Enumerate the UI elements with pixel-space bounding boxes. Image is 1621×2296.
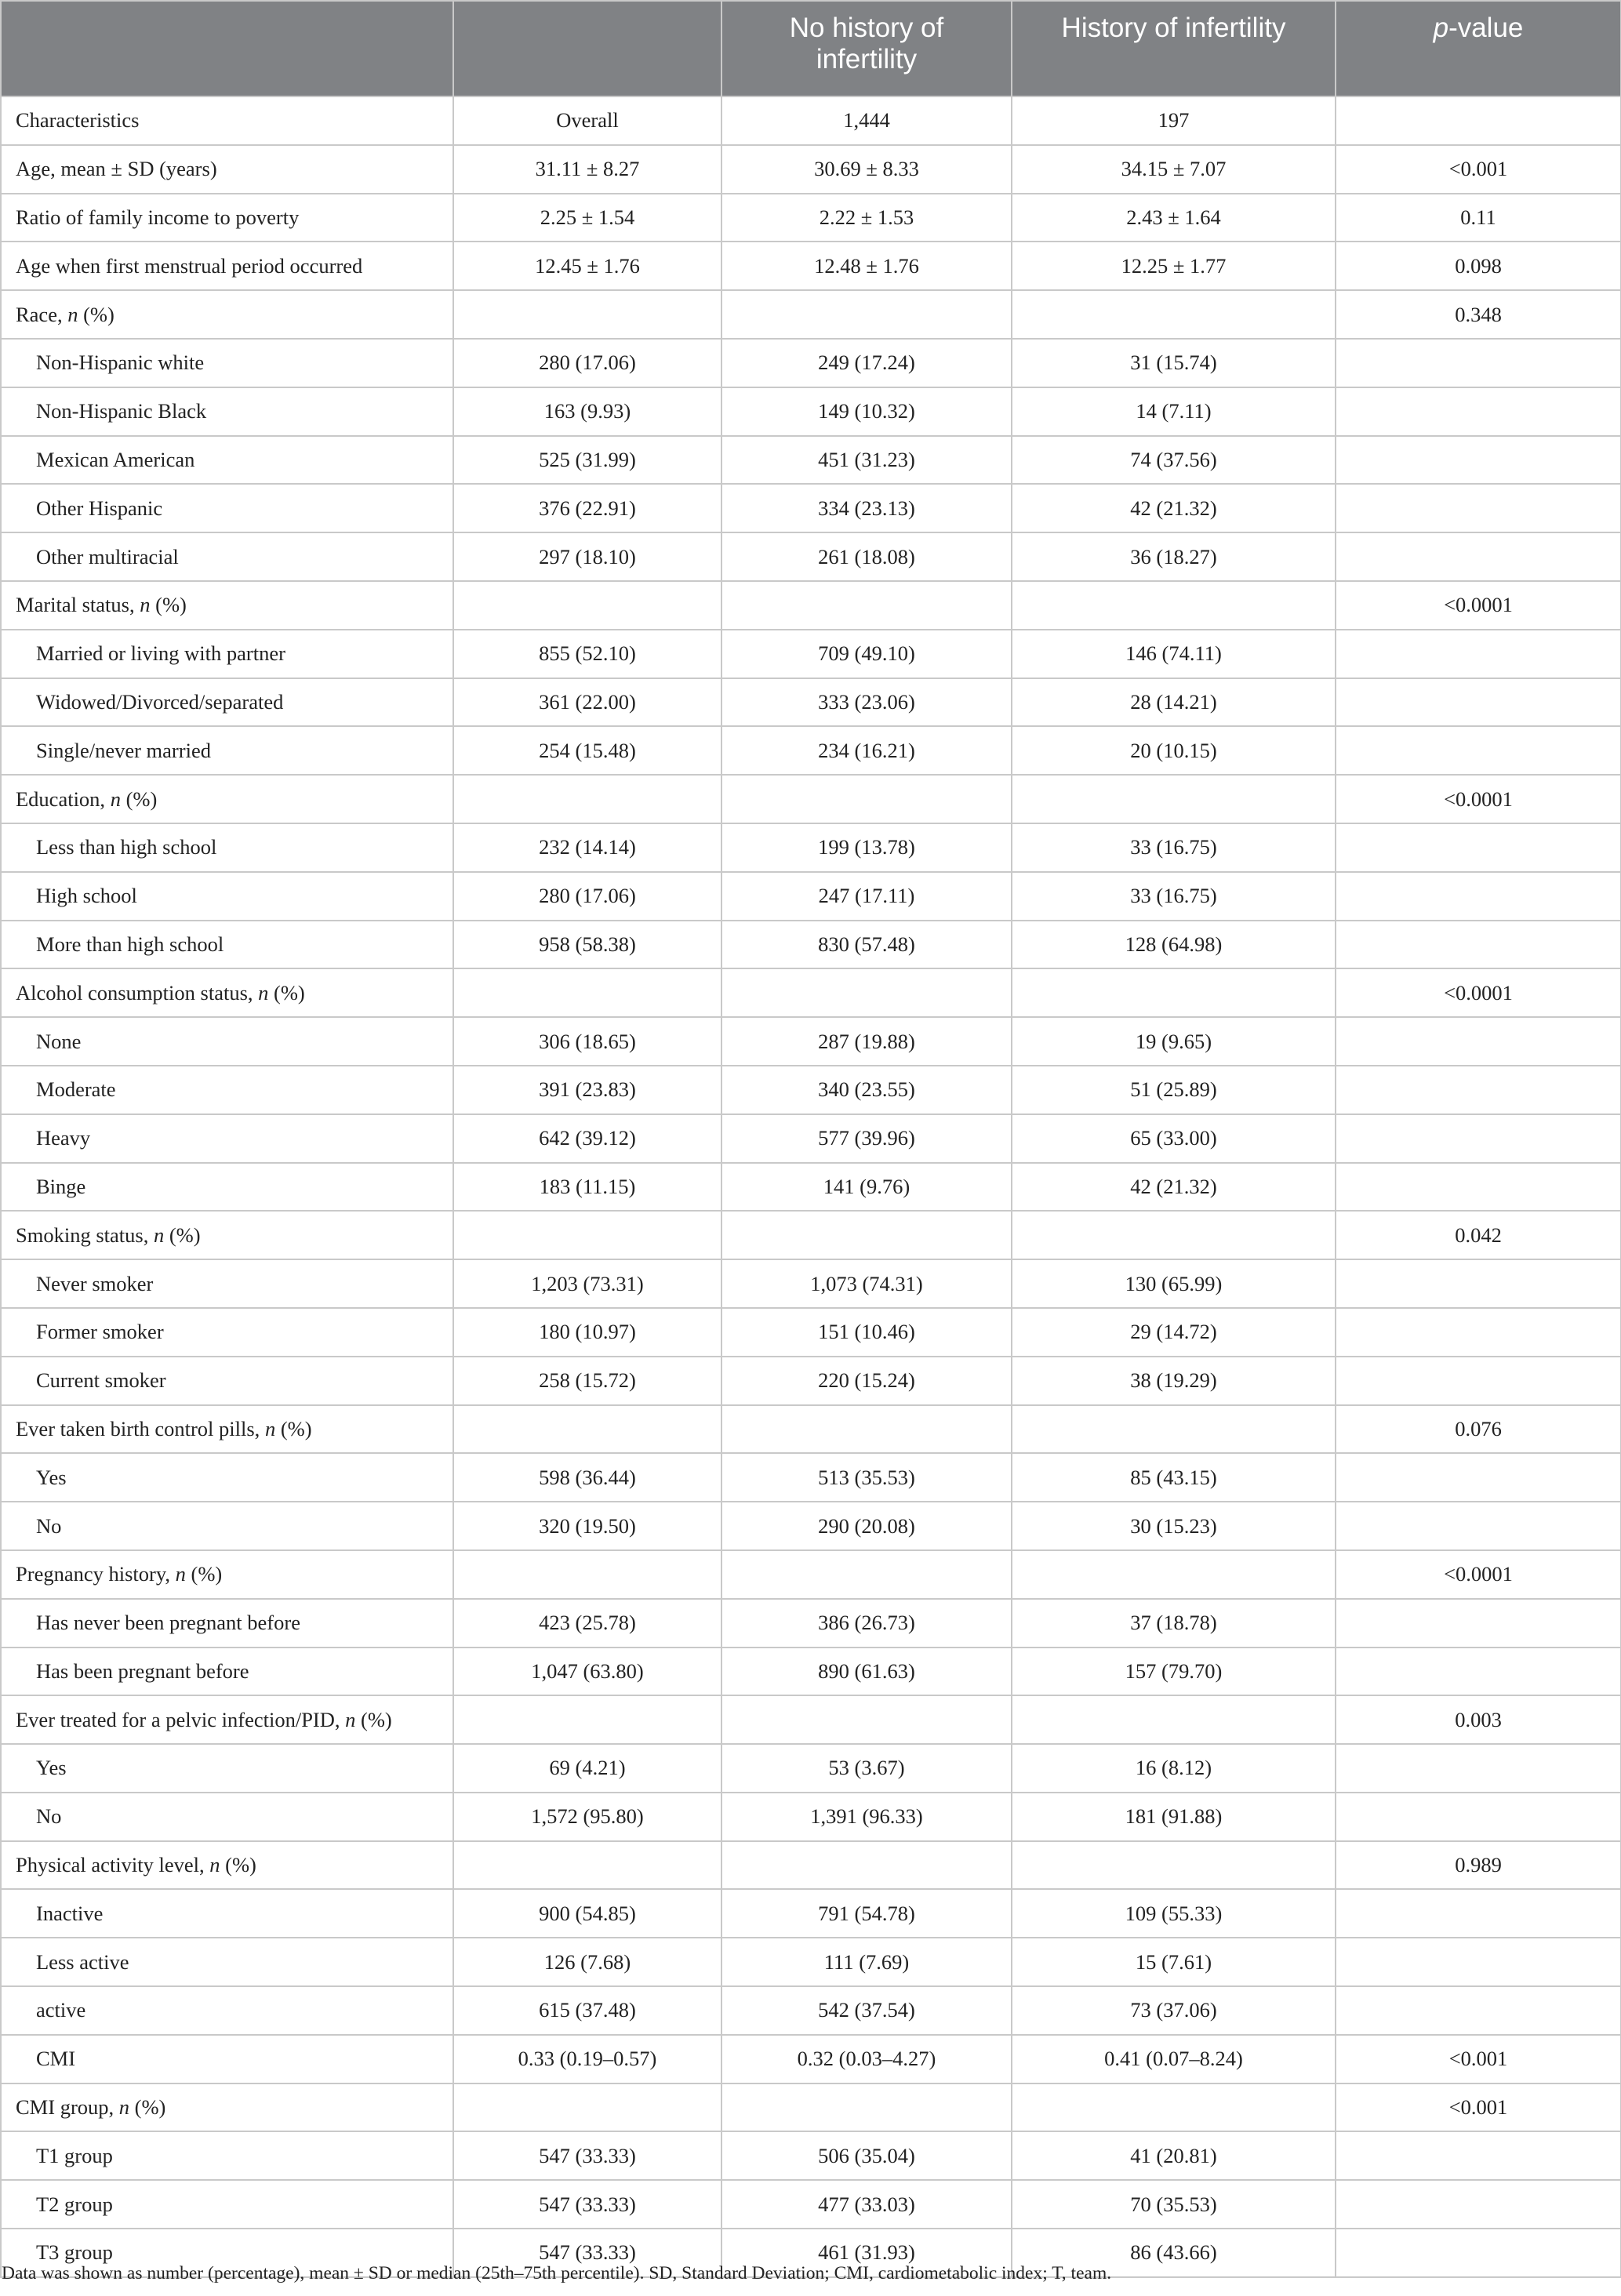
table-row xyxy=(1,436,1621,485)
cell-history: 20 (10.15) xyxy=(1012,726,1336,775)
row-label: Characteristics xyxy=(1,96,453,145)
cell-overall: 598 (36.44) xyxy=(453,1453,721,1502)
cell-overall: 376 (22.91) xyxy=(453,484,721,532)
table-row xyxy=(1,194,1621,242)
row-label: Other multiracial xyxy=(1,532,453,581)
row-label: Non-Hispanic Black xyxy=(1,387,453,436)
cell-no-history xyxy=(721,290,1012,339)
cell-p-value xyxy=(1336,1938,1621,1986)
cell-p-value xyxy=(1336,96,1621,145)
cell-no-history: 199 (13.78) xyxy=(721,823,1012,872)
header-no-history: No history of infertility xyxy=(721,1,1012,96)
cell-no-history: 234 (16.21) xyxy=(721,726,1012,775)
cell-no-history: 249 (17.24) xyxy=(721,339,1012,387)
cell-overall: 547 (33.33) xyxy=(453,2229,721,2277)
cell-overall: 183 (11.15) xyxy=(453,1163,721,1212)
cell-p-value xyxy=(1336,484,1621,532)
cell-p-value xyxy=(1336,630,1621,678)
cell-overall: Overall xyxy=(453,96,721,145)
cell-p-value xyxy=(1336,1744,1621,1793)
cell-p-value: <0.001 xyxy=(1336,2083,1621,2132)
cell-history: 30 (15.23) xyxy=(1012,1502,1336,1550)
table-row xyxy=(1,968,1621,1017)
row-label: Ratio of family income to poverty xyxy=(1,194,453,242)
cell-p-value xyxy=(1336,2229,1621,2277)
cell-no-history xyxy=(721,581,1012,630)
cell-p-value xyxy=(1336,387,1621,436)
cell-history xyxy=(1012,1550,1336,1599)
row-label: Former smoker xyxy=(1,1308,453,1357)
cell-overall: 254 (15.48) xyxy=(453,726,721,775)
cell-no-history: 290 (20.08) xyxy=(721,1502,1012,1550)
cell-no-history xyxy=(721,1211,1012,1259)
cell-overall: 126 (7.68) xyxy=(453,1938,721,1986)
row-label: Pregnancy history, n (%) xyxy=(1,1550,453,1599)
cell-history: 41 (20.81) xyxy=(1012,2131,1336,2180)
cell-no-history xyxy=(721,775,1012,823)
table-row xyxy=(1,1841,1621,1890)
cell-p-value xyxy=(1336,1453,1621,1502)
cell-overall xyxy=(453,2083,721,2132)
cell-p-value: <0.001 xyxy=(1336,145,1621,194)
table-body xyxy=(1,96,1621,2277)
row-label: High school xyxy=(1,872,453,921)
table-header xyxy=(1,1,1621,96)
cell-history: 85 (43.15) xyxy=(1012,1453,1336,1502)
table-row xyxy=(1,726,1621,775)
cell-no-history: 830 (57.48) xyxy=(721,921,1012,969)
cell-history xyxy=(1012,968,1336,1017)
cell-no-history: 1,444 xyxy=(721,96,1012,145)
table-row xyxy=(1,1986,1621,2035)
cell-no-history: 890 (61.63) xyxy=(721,1648,1012,1696)
table-row xyxy=(1,532,1621,581)
row-label: Non-Hispanic white xyxy=(1,339,453,387)
cell-p-value: 0.11 xyxy=(1336,194,1621,242)
cell-history xyxy=(1012,1841,1336,1890)
cell-history: 0.41 (0.07–8.24) xyxy=(1012,2035,1336,2083)
cell-history: 2.43 ± 1.64 xyxy=(1012,194,1336,242)
row-label: active xyxy=(1,1986,453,2035)
cell-history xyxy=(1012,1211,1336,1259)
table-row xyxy=(1,1211,1621,1259)
row-label: Inactive xyxy=(1,1889,453,1938)
cell-p-value: <0.0001 xyxy=(1336,581,1621,630)
row-label: Yes xyxy=(1,1744,453,1793)
cell-p-value xyxy=(1336,1986,1621,2035)
cell-p-value xyxy=(1336,1889,1621,1938)
cell-overall: 2.25 ± 1.54 xyxy=(453,194,721,242)
cell-p-value xyxy=(1336,1066,1621,1114)
cell-overall: 163 (9.93) xyxy=(453,387,721,436)
cell-p-value xyxy=(1336,678,1621,727)
row-label: Alcohol consumption status, n (%) xyxy=(1,968,453,1017)
cell-p-value: <0.0001 xyxy=(1336,1550,1621,1599)
cell-overall: 69 (4.21) xyxy=(453,1744,721,1793)
cell-no-history xyxy=(721,1405,1012,1454)
cell-no-history: 1,073 (74.31) xyxy=(721,1259,1012,1308)
table-row xyxy=(1,2180,1621,2229)
cell-no-history: 141 (9.76) xyxy=(721,1163,1012,1212)
cell-overall: 280 (17.06) xyxy=(453,872,721,921)
table-row xyxy=(1,290,1621,339)
cell-overall xyxy=(453,1405,721,1454)
row-label: Never smoker xyxy=(1,1259,453,1308)
cell-no-history: 542 (37.54) xyxy=(721,1986,1012,2035)
cell-p-value xyxy=(1336,921,1621,969)
cell-overall: 258 (15.72) xyxy=(453,1357,721,1405)
cell-no-history: 111 (7.69) xyxy=(721,1938,1012,1986)
cell-history: 19 (9.65) xyxy=(1012,1017,1336,1066)
cell-p-value xyxy=(1336,1502,1621,1550)
cell-history: 28 (14.21) xyxy=(1012,678,1336,727)
table-row xyxy=(1,145,1621,194)
cell-p-value: <0.0001 xyxy=(1336,968,1621,1017)
row-label: T3 group xyxy=(1,2229,453,2277)
cell-no-history: 386 (26.73) xyxy=(721,1599,1012,1648)
cell-overall xyxy=(453,1211,721,1259)
table-row xyxy=(1,872,1621,921)
cell-no-history: 30.69 ± 8.33 xyxy=(721,145,1012,194)
cell-overall xyxy=(453,581,721,630)
cell-p-value xyxy=(1336,339,1621,387)
table-row xyxy=(1,630,1621,678)
cell-history: 74 (37.56) xyxy=(1012,436,1336,485)
table-row xyxy=(1,2131,1621,2180)
cell-history xyxy=(1012,2083,1336,2132)
row-label: Smoking status, n (%) xyxy=(1,1211,453,1259)
cell-overall: 423 (25.78) xyxy=(453,1599,721,1648)
cell-no-history: 340 (23.55) xyxy=(721,1066,1012,1114)
row-label: No xyxy=(1,1502,453,1550)
row-label: More than high school xyxy=(1,921,453,969)
cell-p-value: 0.003 xyxy=(1336,1695,1621,1744)
row-label: Current smoker xyxy=(1,1357,453,1405)
table-row xyxy=(1,1599,1621,1648)
cell-overall: 1,203 (73.31) xyxy=(453,1259,721,1308)
header-row xyxy=(1,1,1621,96)
cell-no-history: 1,391 (96.33) xyxy=(721,1793,1012,1841)
cell-p-value xyxy=(1336,436,1621,485)
row-label: None xyxy=(1,1017,453,1066)
cell-overall xyxy=(453,775,721,823)
cell-p-value xyxy=(1336,2131,1621,2180)
cell-overall: 615 (37.48) xyxy=(453,1986,721,2035)
header-overall xyxy=(453,1,721,96)
cell-history: 197 xyxy=(1012,96,1336,145)
cell-no-history: 451 (31.23) xyxy=(721,436,1012,485)
row-label: Less active xyxy=(1,1938,453,1986)
cell-history xyxy=(1012,775,1336,823)
cell-history: 181 (91.88) xyxy=(1012,1793,1336,1841)
row-label: T1 group xyxy=(1,2131,453,2180)
cell-history: 38 (19.29) xyxy=(1012,1357,1336,1405)
cell-overall: 958 (58.38) xyxy=(453,921,721,969)
cell-overall: 391 (23.83) xyxy=(453,1066,721,1114)
cell-no-history: 461 (31.93) xyxy=(721,2229,1012,2277)
cell-history: 51 (25.89) xyxy=(1012,1066,1336,1114)
cell-overall: 547 (33.33) xyxy=(453,2131,721,2180)
row-label: Has been pregnant before xyxy=(1,1648,453,1696)
cell-overall xyxy=(453,1695,721,1744)
cell-overall: 547 (33.33) xyxy=(453,2180,721,2229)
row-label: Single/never married xyxy=(1,726,453,775)
cell-overall xyxy=(453,290,721,339)
cell-overall: 855 (52.10) xyxy=(453,630,721,678)
row-label: CMI xyxy=(1,2035,453,2083)
cell-p-value xyxy=(1336,1308,1621,1357)
cell-history xyxy=(1012,581,1336,630)
cell-no-history: 2.22 ± 1.53 xyxy=(721,194,1012,242)
cell-no-history xyxy=(721,968,1012,1017)
cell-p-value xyxy=(1336,1114,1621,1163)
cell-no-history: 287 (19.88) xyxy=(721,1017,1012,1066)
row-label: Binge xyxy=(1,1163,453,1212)
cell-overall: 525 (31.99) xyxy=(453,436,721,485)
cell-p-value xyxy=(1336,1357,1621,1405)
cell-no-history: 151 (10.46) xyxy=(721,1308,1012,1357)
table-row xyxy=(1,775,1621,823)
cell-p-value xyxy=(1336,532,1621,581)
cell-overall: 232 (14.14) xyxy=(453,823,721,872)
cell-p-value xyxy=(1336,823,1621,872)
row-label: Mexican American xyxy=(1,436,453,485)
cell-no-history xyxy=(721,2083,1012,2132)
cell-history: 31 (15.74) xyxy=(1012,339,1336,387)
cell-no-history: 333 (23.06) xyxy=(721,678,1012,727)
cell-p-value xyxy=(1336,872,1621,921)
cell-history: 33 (16.75) xyxy=(1012,823,1336,872)
row-label: Ever taken birth control pills, n (%) xyxy=(1,1405,453,1454)
table-row xyxy=(1,1502,1621,1550)
cell-overall: 306 (18.65) xyxy=(453,1017,721,1066)
cell-p-value xyxy=(1336,1017,1621,1066)
table-row xyxy=(1,678,1621,727)
table-row xyxy=(1,339,1621,387)
table-row xyxy=(1,1114,1621,1163)
cell-overall: 0.33 (0.19–0.57) xyxy=(453,2035,721,2083)
cell-history: 15 (7.61) xyxy=(1012,1938,1336,1986)
cell-history xyxy=(1012,1695,1336,1744)
row-label: No xyxy=(1,1793,453,1841)
cell-history: 16 (8.12) xyxy=(1012,1744,1336,1793)
row-label: T2 group xyxy=(1,2180,453,2229)
table-row xyxy=(1,1259,1621,1308)
footnote: Data was shown as number (percentage), mean ± SD or median (25th–75th percentile). SD, Standard Deviation; CMI, cardiometabolic index; T, team. xyxy=(2,2263,1112,2283)
row-label: Race, n (%) xyxy=(1,290,453,339)
cell-no-history: 0.32 (0.03–4.27) xyxy=(721,2035,1012,2083)
cell-p-value: 0.989 xyxy=(1336,1841,1621,1890)
cell-overall xyxy=(453,968,721,1017)
table-row xyxy=(1,1453,1621,1502)
cell-overall: 361 (22.00) xyxy=(453,678,721,727)
cell-no-history: 709 (49.10) xyxy=(721,630,1012,678)
cell-overall: 320 (19.50) xyxy=(453,1502,721,1550)
table-row xyxy=(1,1889,1621,1938)
row-label: Heavy xyxy=(1,1114,453,1163)
cell-history: 86 (43.66) xyxy=(1012,2229,1336,2277)
cell-p-value xyxy=(1336,726,1621,775)
table-row xyxy=(1,1163,1621,1212)
table-row xyxy=(1,1938,1621,1986)
row-label: CMI group, n (%) xyxy=(1,2083,453,2132)
cell-history: 34.15 ± 7.07 xyxy=(1012,145,1336,194)
cell-no-history: 477 (33.03) xyxy=(721,2180,1012,2229)
cell-overall: 31.11 ± 8.27 xyxy=(453,145,721,194)
row-label: Has never been pregnant before xyxy=(1,1599,453,1648)
cell-history: 157 (79.70) xyxy=(1012,1648,1336,1696)
table-row xyxy=(1,1695,1621,1744)
cell-no-history: 791 (54.78) xyxy=(721,1889,1012,1938)
table-row xyxy=(1,1017,1621,1066)
table-row xyxy=(1,1308,1621,1357)
cell-p-value: 0.076 xyxy=(1336,1405,1621,1454)
table-row xyxy=(1,387,1621,436)
cell-no-history xyxy=(721,1841,1012,1890)
cell-history: 29 (14.72) xyxy=(1012,1308,1336,1357)
cell-p-value: 0.348 xyxy=(1336,290,1621,339)
cell-no-history: 577 (39.96) xyxy=(721,1114,1012,1163)
cell-history: 146 (74.11) xyxy=(1012,630,1336,678)
row-label: Less than high school xyxy=(1,823,453,872)
cell-p-value xyxy=(1336,1793,1621,1841)
cell-history: 73 (37.06) xyxy=(1012,1986,1336,2035)
row-label: Married or living with partner xyxy=(1,630,453,678)
cell-overall: 1,572 (95.80) xyxy=(453,1793,721,1841)
cell-p-value: <0.0001 xyxy=(1336,775,1621,823)
header-history: History of infertility xyxy=(1012,1,1336,96)
row-label: Widowed/Divorced/separated xyxy=(1,678,453,727)
cell-overall: 642 (39.12) xyxy=(453,1114,721,1163)
row-label: Moderate xyxy=(1,1066,453,1114)
header-characteristics xyxy=(1,1,453,96)
cell-history xyxy=(1012,1405,1336,1454)
cell-no-history: 12.48 ± 1.76 xyxy=(721,242,1012,290)
cell-history xyxy=(1012,290,1336,339)
row-label: Education, n (%) xyxy=(1,775,453,823)
cell-history: 70 (35.53) xyxy=(1012,2180,1336,2229)
header-p-value: p-value xyxy=(1336,1,1621,96)
cell-history: 42 (21.32) xyxy=(1012,1163,1336,1212)
cell-history: 33 (16.75) xyxy=(1012,872,1336,921)
cell-p-value xyxy=(1336,1599,1621,1648)
table-row xyxy=(1,1405,1621,1454)
table-row xyxy=(1,1066,1621,1114)
row-label: Age when first menstrual period occurred xyxy=(1,242,453,290)
cell-history: 42 (21.32) xyxy=(1012,484,1336,532)
row-label: Physical activity level, n (%) xyxy=(1,1841,453,1890)
table-row xyxy=(1,1648,1621,1696)
row-label: Other Hispanic xyxy=(1,484,453,532)
cell-no-history xyxy=(721,1695,1012,1744)
table-row xyxy=(1,1357,1621,1405)
cell-no-history: 506 (35.04) xyxy=(721,2131,1012,2180)
cell-no-history: 53 (3.67) xyxy=(721,1744,1012,1793)
cell-history: 109 (55.33) xyxy=(1012,1889,1336,1938)
table-row xyxy=(1,1550,1621,1599)
cell-p-value: 0.098 xyxy=(1336,242,1621,290)
cell-overall: 280 (17.06) xyxy=(453,339,721,387)
cell-no-history xyxy=(721,1550,1012,1599)
cell-p-value xyxy=(1336,1163,1621,1212)
table-row xyxy=(1,1744,1621,1793)
row-label: Ever treated for a pelvic infection/PID, n (%) xyxy=(1,1695,453,1744)
cell-overall: 12.45 ± 1.76 xyxy=(453,242,721,290)
cell-history: 14 (7.11) xyxy=(1012,387,1336,436)
cell-p-value: 0.042 xyxy=(1336,1211,1621,1259)
table-row xyxy=(1,2035,1621,2083)
cell-no-history: 149 (10.32) xyxy=(721,387,1012,436)
cell-no-history: 261 (18.08) xyxy=(721,532,1012,581)
cell-overall: 900 (54.85) xyxy=(453,1889,721,1938)
cell-p-value xyxy=(1336,1259,1621,1308)
row-label: Age, mean ± SD (years) xyxy=(1,145,453,194)
cell-history: 65 (33.00) xyxy=(1012,1114,1336,1163)
cell-overall: 1,047 (63.80) xyxy=(453,1648,721,1696)
table-row xyxy=(1,1793,1621,1841)
cell-no-history: 513 (35.53) xyxy=(721,1453,1012,1502)
cell-history: 36 (18.27) xyxy=(1012,532,1336,581)
cell-overall xyxy=(453,1550,721,1599)
table-row xyxy=(1,96,1621,145)
cell-no-history: 334 (23.13) xyxy=(721,484,1012,532)
cell-history: 37 (18.78) xyxy=(1012,1599,1336,1648)
cell-overall xyxy=(453,1841,721,1890)
cell-history: 12.25 ± 1.77 xyxy=(1012,242,1336,290)
table-row xyxy=(1,921,1621,969)
table-row xyxy=(1,581,1621,630)
row-label: Marital status, n (%) xyxy=(1,581,453,630)
row-label: Yes xyxy=(1,1453,453,1502)
cell-overall: 297 (18.10) xyxy=(453,532,721,581)
table-row xyxy=(1,823,1621,872)
cell-overall: 180 (10.97) xyxy=(453,1308,721,1357)
cell-p-value xyxy=(1336,2180,1621,2229)
cell-no-history: 220 (15.24) xyxy=(721,1357,1012,1405)
table-row xyxy=(1,242,1621,290)
cell-p-value xyxy=(1336,1648,1621,1696)
table-row xyxy=(1,2083,1621,2132)
cell-p-value: <0.001 xyxy=(1336,2035,1621,2083)
cell-no-history: 247 (17.11) xyxy=(721,872,1012,921)
cell-history: 128 (64.98) xyxy=(1012,921,1336,969)
table-row xyxy=(1,484,1621,532)
cell-history: 130 (65.99) xyxy=(1012,1259,1336,1308)
